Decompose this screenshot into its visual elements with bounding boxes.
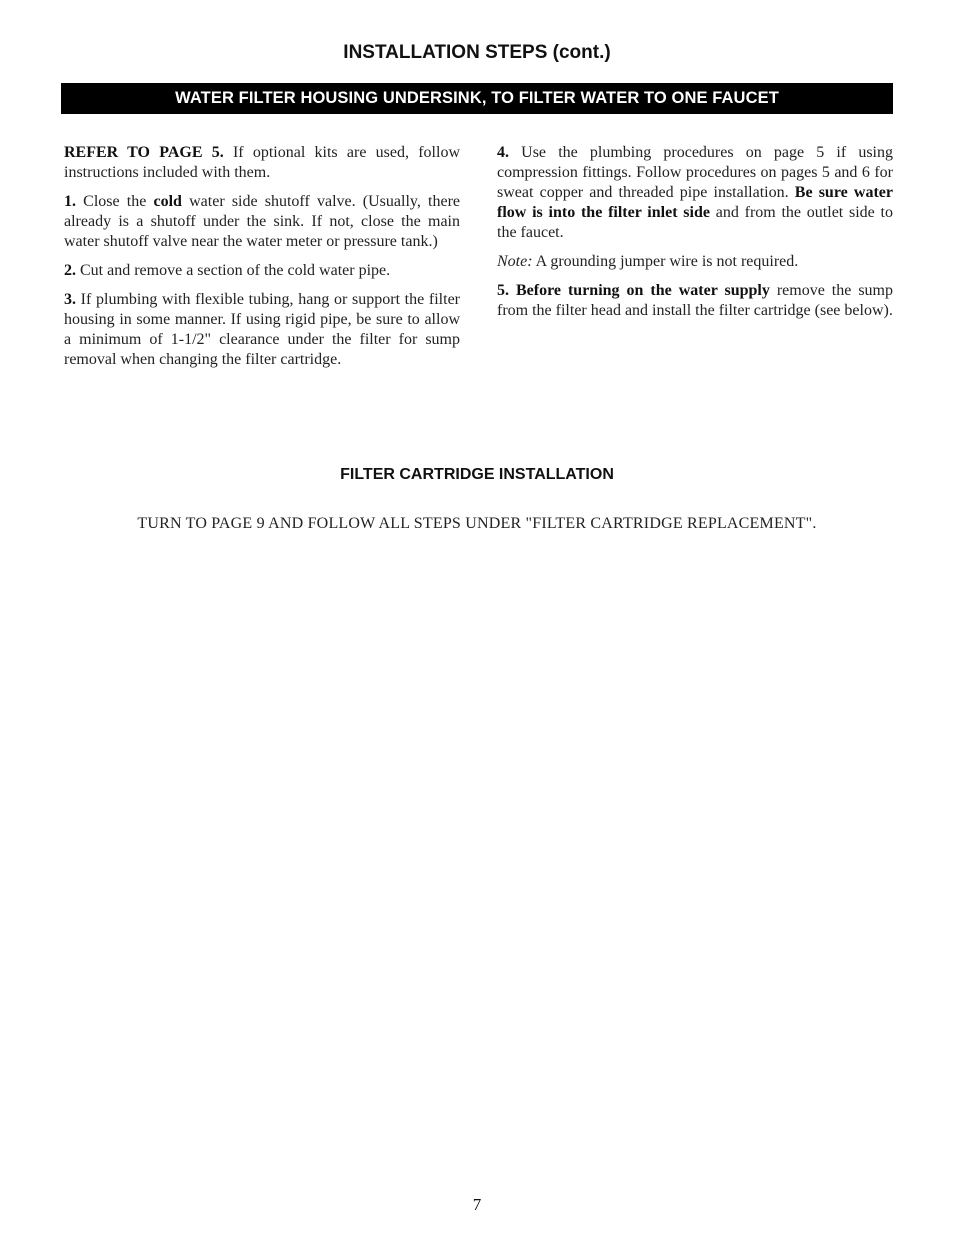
step-1 (64, 192, 460, 252)
step-1-bold: cold (153, 193, 182, 210)
step-1-number: 1. (64, 193, 76, 210)
step-4-text-b: and from the outlet side to the faucet. (497, 204, 893, 241)
step-4-number: 4. (497, 144, 509, 161)
section-banner (61, 83, 893, 114)
step-1-text-a: Close the (76, 193, 154, 210)
cartridge-heading: FILTER CARTRIDGE INSTALLATION (340, 466, 614, 483)
intro-paragraph (64, 143, 460, 183)
step-5-text: remove the sump from the filter head and install the filter cartridge (see below). (497, 282, 893, 319)
note-text: A grounding jumper wire is not required. (532, 253, 799, 270)
step-1-text-b: water side shutoff valve. (Usually, there already is a shutoff under the sink. If not, close the main water shutoff valve near the water meter or pressure tank.) (64, 193, 460, 250)
page-title: INSTALLATION STEPS (cont.) (343, 42, 611, 63)
section-banner-text: WATER FILTER HOUSING UNDERSINK, TO FILTER WATER TO ONE FAUCET (175, 89, 779, 107)
step-5 (497, 281, 893, 321)
note (497, 252, 893, 272)
intro-text: If optional kits are used, follow instructions included with them. (64, 144, 460, 181)
step-2-number: 2. (64, 262, 76, 279)
step-4-bold: Be sure water flow is into the filter inlet side (497, 184, 893, 221)
step-2 (64, 261, 460, 281)
intro-lead: REFER TO PAGE 5. (64, 144, 224, 161)
step-3-text: If plumbing with flexible tubing, hang or support the filter housing in some manner. If using rigid pipe, be sure to allow a minimum of 1-1/2" clearance under the filter for sump removal when changing the filter cartridge. (64, 291, 460, 368)
step-4-text-a: Use the plumbing procedures on page 5 if using compression fittings. Follow procedures on pages 5 and 6 for sweat copper and threaded pipe installation. (497, 144, 893, 201)
right-column (497, 143, 893, 330)
step-3-number: 3. (64, 291, 76, 308)
page-number: 7 (472, 1195, 482, 1214)
step-5-bold: Before turning on the water supply (509, 282, 770, 299)
left-column (64, 143, 460, 379)
cartridge-instruction: TURN TO PAGE 9 AND FOLLOW ALL STEPS UNDER "FILTER CARTRIDGE REPLACEMENT". (137, 515, 817, 532)
step-4 (497, 143, 893, 243)
step-3 (64, 290, 460, 370)
note-label: Note: (497, 253, 533, 270)
step-5-number: 5. (497, 282, 509, 299)
step-2-text: Cut and remove a section of the cold water pipe. (76, 262, 391, 279)
